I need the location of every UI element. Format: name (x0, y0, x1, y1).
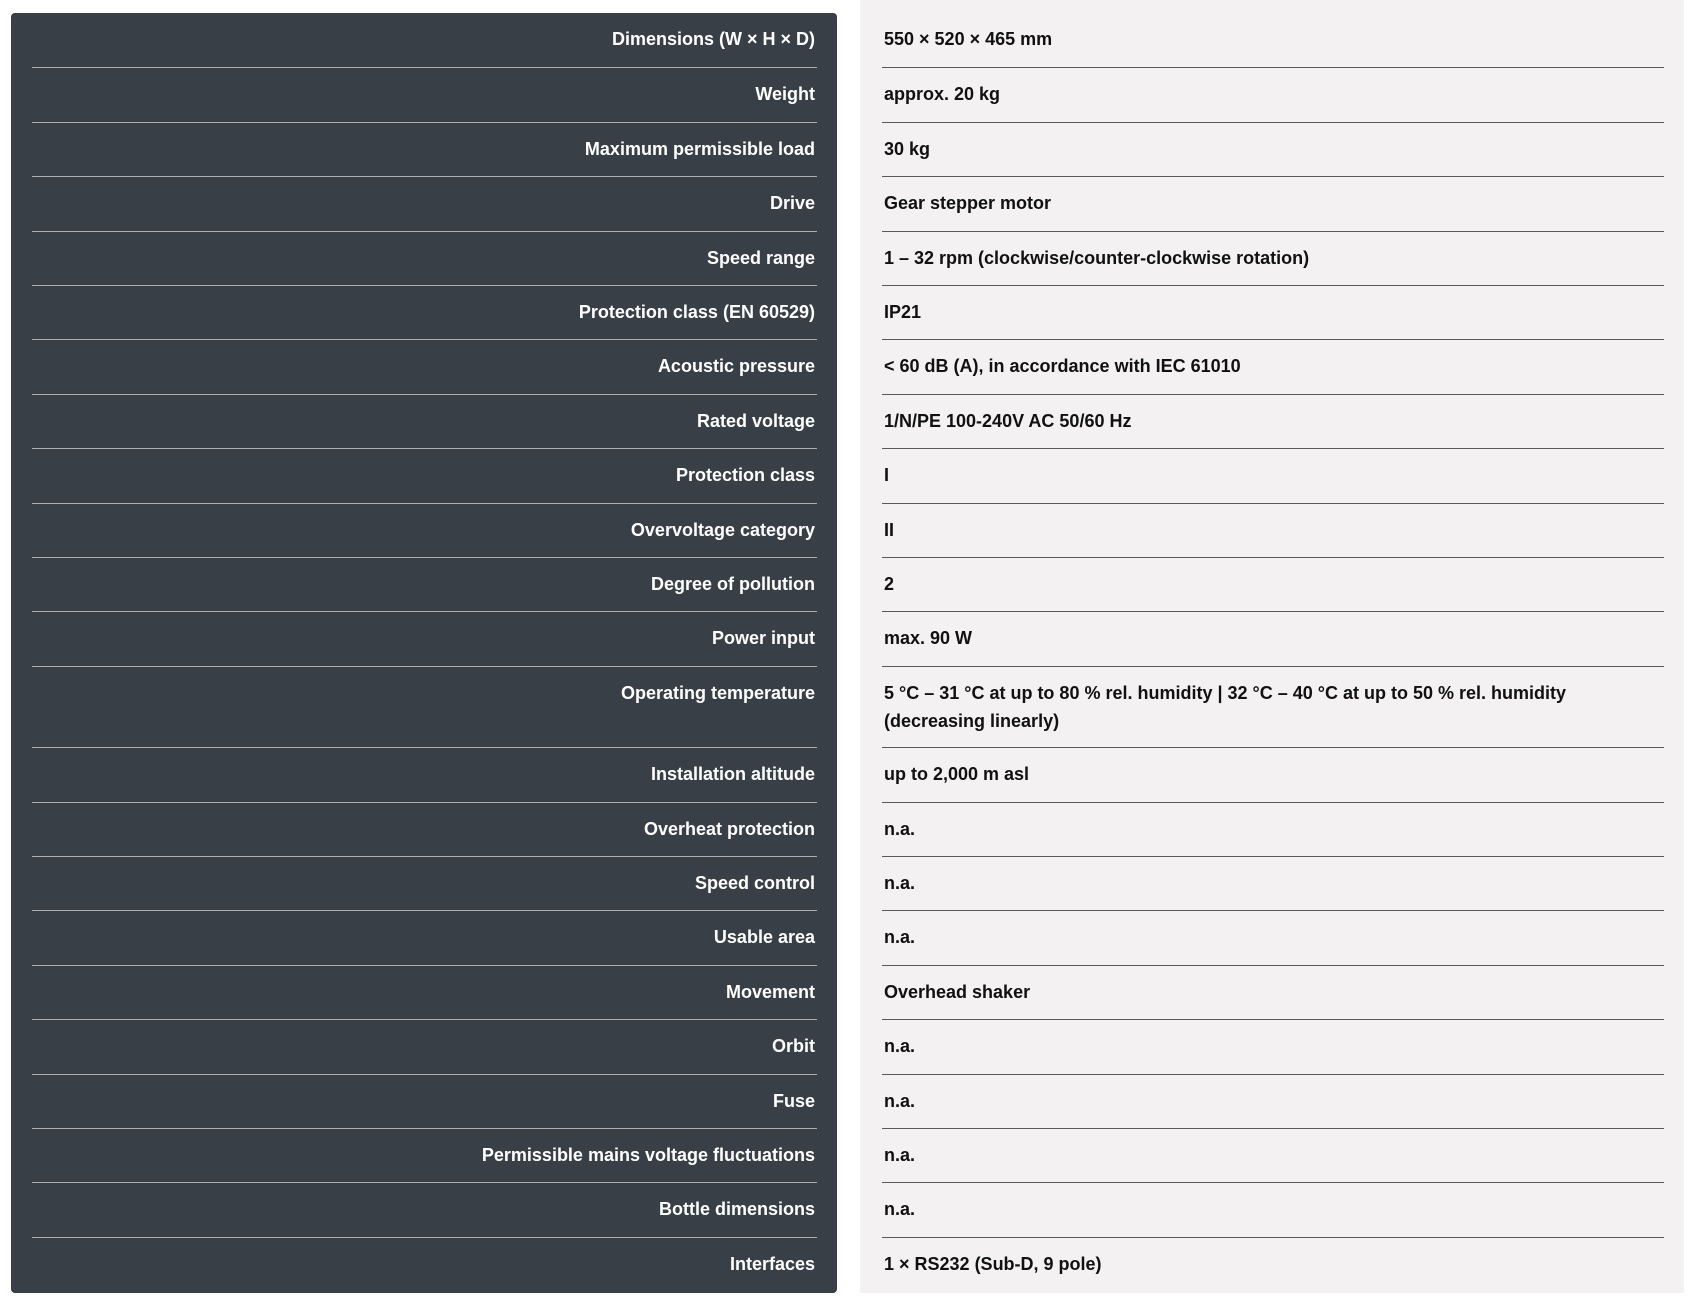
spec-value: n.a. (882, 1128, 1664, 1182)
spec-value: n.a. (882, 802, 1664, 856)
spec-row-orbit (0, 1019, 1695, 1073)
spec-value: 5 °C – 31 °C at up to 80 % rel. humidity | 32 °C – 40 °C at up to 50 % rel. humidity (decreasing linearly) (882, 666, 1664, 748)
spec-label: Weight (32, 67, 817, 121)
spec-label: Installation altitude (32, 747, 817, 801)
spec-row-usable-area (0, 910, 1695, 964)
spec-row-overvoltage (0, 503, 1695, 557)
spec-label: Operating temperature (32, 666, 817, 748)
spec-label: Protection class (EN 60529) (32, 285, 817, 339)
spec-row-weight (0, 67, 1695, 121)
spec-value: Gear stepper motor (882, 176, 1664, 230)
spec-label: Speed control (32, 856, 817, 910)
spec-row-max-load (0, 122, 1695, 176)
spec-label: Protection class (32, 448, 817, 502)
spec-row-interfaces (0, 1237, 1695, 1291)
spec-label: Power input (32, 611, 817, 665)
spec-value: II (882, 503, 1664, 557)
spec-value: Overhead shaker (882, 965, 1664, 1019)
spec-label: Usable area (32, 910, 817, 964)
spec-value: 1/N/PE 100-240V AC 50/60 Hz (882, 394, 1664, 448)
spec-value: up to 2,000 m asl (882, 747, 1664, 801)
spec-row-altitude (0, 747, 1695, 801)
spec-label: Rated voltage (32, 394, 817, 448)
spec-row-speed-control (0, 856, 1695, 910)
spec-value: 30 kg (882, 122, 1664, 176)
spec-row-power-input (0, 611, 1695, 665)
spec-row-fuse (0, 1074, 1695, 1128)
spec-value: I (882, 448, 1664, 502)
spec-label: Maximum permissible load (32, 122, 817, 176)
spec-value: n.a. (882, 910, 1664, 964)
spec-value: max. 90 W (882, 611, 1664, 665)
spec-value: n.a. (882, 1074, 1664, 1128)
spec-label: Bottle dimensions (32, 1182, 817, 1236)
spec-label: Permissible mains voltage fluctuations (32, 1128, 817, 1182)
spec-label: Acoustic pressure (32, 339, 817, 393)
spec-value: < 60 dB (A), in accordance with IEC 61010 (882, 339, 1664, 393)
spec-row-acoustic-pressure (0, 339, 1695, 393)
spec-value: IP21 (882, 285, 1664, 339)
spec-table (0, 13, 1695, 1291)
spec-label: Speed range (32, 231, 817, 285)
spec-row-mains-fluctuations (0, 1128, 1695, 1182)
spec-row-operating-temperature (0, 666, 1695, 748)
spec-label: Dimensions (W × H × D) (611, 29, 815, 49)
spec-label: Drive (32, 176, 817, 230)
spec-row-pollution (0, 557, 1695, 611)
spec-label: Interfaces (32, 1237, 817, 1291)
spec-label: Movement (32, 965, 817, 1019)
spec-label: Degree of pollution (32, 557, 817, 611)
spec-label: Fuse (32, 1074, 817, 1128)
spec-row-protection-en60529 (0, 285, 1695, 339)
spec-row-drive (0, 176, 1695, 230)
spec-row-protection-class (0, 448, 1695, 502)
spec-value: 1 – 32 rpm (clockwise/counter-clockwise rotation) (882, 231, 1664, 285)
spec-value: approx. 20 kg (882, 67, 1664, 121)
spec-row-movement (0, 965, 1695, 1019)
spec-row-overheat (0, 802, 1695, 856)
spec-value: 1 × RS232 (Sub-D, 9 pole) (882, 1237, 1664, 1291)
spec-label: Overvoltage category (32, 503, 817, 557)
spec-label: Orbit (32, 1019, 817, 1073)
spec-value: 2 (882, 557, 1664, 611)
spec-row-dimensions (0, 13, 1695, 67)
spec-value: n.a. (882, 1182, 1664, 1236)
spec-row-rated-voltage (0, 394, 1695, 448)
spec-value: n.a. (882, 1019, 1664, 1073)
spec-row-bottle-dimensions (0, 1182, 1695, 1236)
spec-label: Overheat protection (32, 802, 817, 856)
spec-value: n.a. (882, 856, 1664, 910)
spec-value: 550 × 520 × 465 mm (884, 29, 1053, 49)
spec-row-speed-range (0, 231, 1695, 285)
